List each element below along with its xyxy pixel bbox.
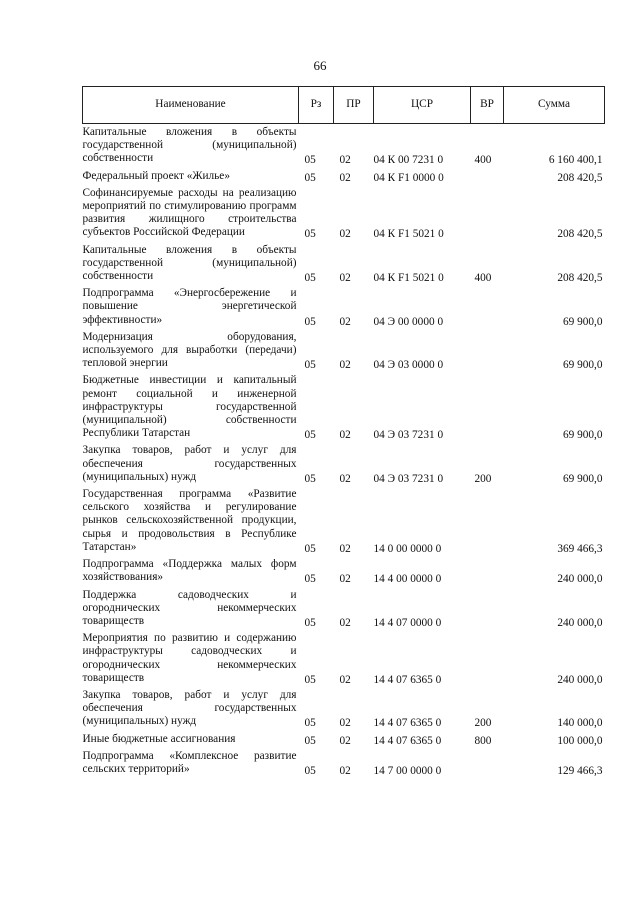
row-pr: 02	[339, 154, 351, 167]
row-vr	[471, 168, 504, 185]
row-pr: 02	[339, 717, 351, 730]
row-pr: 02	[339, 734, 351, 747]
row-csr: 04 Э 03 0000 0	[373, 359, 444, 372]
row-pr: 02	[339, 272, 351, 285]
row-sum: 69 900,0	[562, 315, 603, 328]
row-pr: 02	[339, 542, 351, 555]
row-name: Модернизация оборудования, используемого для выработки (передачи) тепловой энергии	[82, 330, 297, 370]
row-pr: 02	[339, 359, 351, 372]
row-csr: 14 4 07 6365 0	[373, 717, 442, 730]
row-vr: 400	[474, 154, 492, 167]
header-row	[83, 87, 605, 124]
row-name: Поддержка садоводческих и огороднических некоммерческих товариществ	[82, 588, 297, 627]
row-rz: 05	[304, 228, 316, 241]
row-name: Бюджетные инвестиции и капитальный ремонт социальной и инженерной инфраструктуры государственной (муниципальной) собственности Республики Татарстан	[82, 374, 297, 440]
row-pr: 02	[339, 673, 351, 686]
row-vr	[471, 329, 504, 373]
row-csr: 14 7 00 0000 0	[373, 764, 442, 777]
table-row	[83, 124, 605, 168]
table-row	[83, 242, 605, 286]
row-csr: 04 К F1 5021 0	[373, 272, 444, 285]
row-sum: 140 000,0	[557, 717, 603, 730]
row-vr: 200	[474, 717, 492, 730]
row-vr: 200	[474, 472, 492, 485]
table-row	[83, 731, 605, 748]
row-vr	[471, 556, 504, 586]
table-row	[83, 486, 605, 556]
row-name: Иные бюджетные ассигнования	[82, 732, 236, 745]
row-name: Капитальные вложения в объекты государственной (муниципальной) собственности	[82, 243, 297, 283]
row-csr: 14 4 07 0000 0	[373, 616, 442, 629]
row-pr: 02	[339, 228, 351, 241]
row-rz: 05	[304, 734, 316, 747]
row-rz: 05	[304, 764, 316, 777]
row-csr: 04 Э 03 7231 0	[373, 472, 444, 485]
table-row	[83, 372, 605, 442]
row-pr: 02	[339, 472, 351, 485]
table-row	[83, 329, 605, 373]
table-row	[83, 587, 605, 631]
row-sum: 69 900,0	[562, 429, 603, 442]
row-csr: 04 К F1 5021 0	[373, 228, 444, 241]
row-csr: 04 Э 03 7231 0	[373, 429, 444, 442]
table-row	[83, 185, 605, 242]
row-sum: 69 900,0	[562, 359, 603, 372]
table-row	[83, 442, 605, 486]
row-rz: 05	[304, 542, 316, 555]
row-rz: 05	[304, 171, 316, 184]
row-vr: 800	[474, 734, 492, 747]
row-sum: 6 160 400,1	[548, 154, 603, 167]
row-vr	[471, 185, 504, 242]
row-name: Подпрограмма «Комплексное развитие сельских территорий»	[82, 749, 297, 775]
row-rz: 05	[304, 154, 316, 167]
table-row	[83, 168, 605, 185]
row-sum: 208 420,5	[557, 171, 603, 184]
page-number: 66	[313, 58, 327, 73]
row-pr: 02	[339, 573, 351, 586]
header-csr: ЦСР	[374, 87, 471, 124]
row-csr: 14 0 00 0000 0	[373, 542, 442, 555]
row-rz: 05	[304, 717, 316, 730]
header-vr: ВР	[471, 87, 504, 124]
row-sum: 208 420,5	[557, 228, 603, 241]
table-row	[83, 687, 605, 731]
row-vr	[471, 486, 504, 556]
table-body	[83, 124, 605, 779]
table-row	[83, 630, 605, 687]
row-csr: 04 Э 00 0000 0	[373, 315, 444, 328]
header-pr: ПР	[334, 87, 374, 124]
row-rz: 05	[304, 272, 316, 285]
row-rz: 05	[304, 359, 316, 372]
row-rz: 05	[304, 673, 316, 686]
row-pr: 02	[339, 429, 351, 442]
row-vr	[471, 285, 504, 329]
row-name: Подпрограмма «Поддержка малых форм хозяйствования»	[82, 558, 297, 584]
row-sum: 369 466,3	[557, 542, 603, 555]
row-name: Закупка товаров, работ и услуг для обеспечения государственных (муниципальных) нужд	[82, 444, 297, 483]
row-sum: 129 466,3	[557, 764, 603, 777]
row-name: Софинансируемые расходы на реализацию мероприятий по стимулированию программ развития жилищного строительства субъектов Российской Федерации	[82, 186, 297, 239]
row-sum: 100 000,0	[557, 734, 603, 747]
table-row	[83, 748, 605, 778]
row-sum: 240 000,0	[557, 616, 603, 629]
table-row	[83, 285, 605, 329]
row-rz: 05	[304, 616, 316, 629]
table-row	[83, 556, 605, 586]
row-pr: 02	[339, 616, 351, 629]
row-rz: 05	[304, 472, 316, 485]
row-name: Федеральный проект «Жилье»	[82, 169, 230, 182]
row-sum: 69 900,0	[562, 472, 603, 485]
row-vr	[471, 372, 504, 442]
table-header	[83, 87, 605, 124]
row-vr	[471, 587, 504, 631]
row-pr: 02	[339, 764, 351, 777]
budget-table	[82, 86, 605, 778]
row-name: Капитальные вложения в объекты государственной (муниципальной) собственности	[82, 126, 297, 165]
row-pr: 02	[339, 171, 351, 184]
row-csr: 14 4 07 6365 0	[373, 673, 442, 686]
row-vr	[471, 748, 504, 778]
row-csr: 04 К F1 0000 0	[373, 171, 444, 184]
row-sum: 240 000,0	[557, 573, 603, 586]
header-sum: Сумма	[504, 87, 605, 124]
row-pr: 02	[339, 315, 351, 328]
row-csr: 14 4 00 0000 0	[373, 573, 442, 586]
row-rz: 05	[304, 573, 316, 586]
row-sum: 240 000,0	[557, 673, 603, 686]
row-name: Закупка товаров, работ и услуг для обеспечения государственных (муниципальных) нужд	[82, 688, 297, 728]
row-rz: 05	[304, 315, 316, 328]
row-name: Государственная программа «Развитие сельского хозяйства и регулирование рынков сельскохозяйственной продукции, сырья и продовольствия в Республике Татарстан»	[82, 488, 297, 553]
row-rz: 05	[304, 429, 316, 442]
row-vr: 400	[474, 272, 492, 285]
row-vr	[471, 630, 504, 687]
row-csr: 14 4 07 6365 0	[373, 734, 442, 747]
row-name: Подпрограмма «Энергосбережение и повышение энергетической эффективности»	[82, 287, 297, 326]
header-rz: Рз	[299, 87, 334, 124]
row-csr: 04 К 00 7231 0	[373, 154, 444, 167]
row-sum: 208 420,5	[557, 272, 603, 285]
header-name: Наименование	[83, 87, 299, 124]
row-name: Мероприятия по развитию и содержанию инфраструктуры садоводческих и огороднических некоммерческих товариществ	[82, 632, 297, 684]
